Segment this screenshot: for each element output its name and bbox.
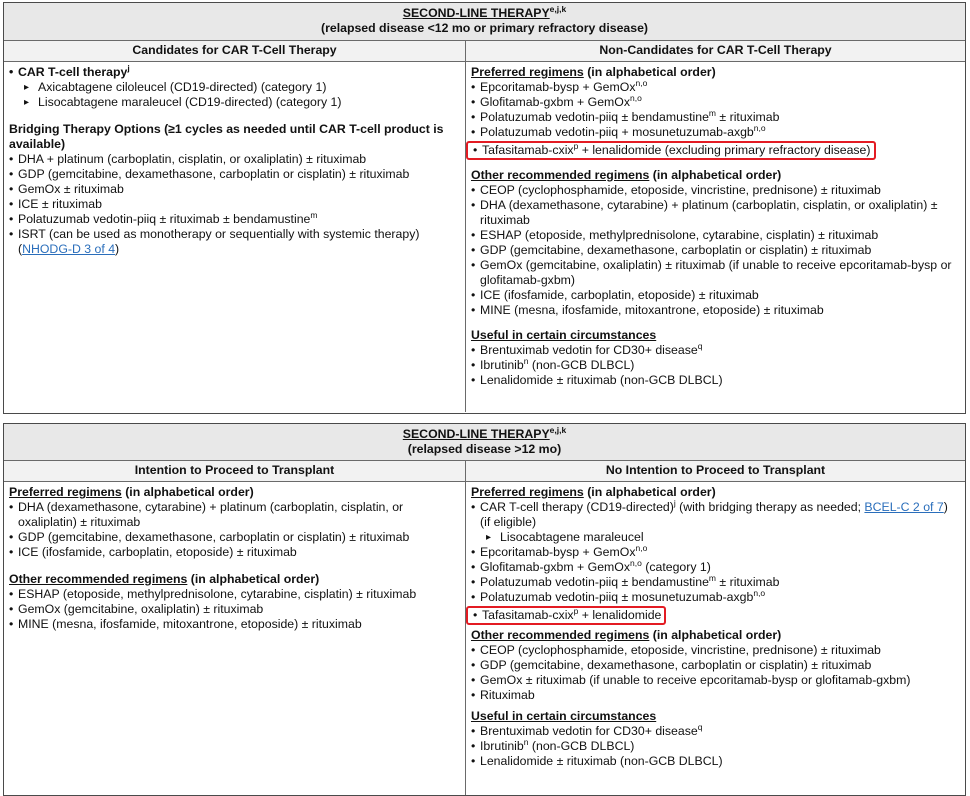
regimen-item: • GemOx (gemcitabine, oxaliplatin) ± rituximab (9, 602, 459, 617)
nhodg-d-link[interactable]: NHODG-D 3 of 4 (22, 242, 116, 256)
preferred-regimens-list (9, 500, 459, 560)
regimen-item: • Glofitamab-gxbm + GemOx$^{n,o}$ (471, 95, 959, 110)
regimen-item: • Epcoritamab-bysp + GemOx$^{n,o}$ (471, 80, 959, 95)
highlighted-regimen-item: • Tafasitamab-cxix$^p$ + lenalidomide (466, 606, 666, 625)
car-t-list (9, 62, 459, 110)
bridging-therapy-list (9, 152, 459, 257)
regimen-item: • Brentuximab vedotin for CD30+ disease$^q$ (471, 724, 959, 739)
title-footnote: e,j,k (549, 3, 567, 14)
table-title: SECOND-LINE THERAPY$^{e,j,k}$ (402, 424, 567, 441)
column-header-transplant-intended: Intention to Proceed to Transplant (4, 461, 466, 481)
car-t-subitem: ▸ Axicabtagene ciloleucel (CD19-directed) (category 1) (18, 80, 459, 95)
useful-circumstances-heading: Useful in certain circumstances (471, 328, 657, 342)
regimen-item: • Polatuzumab vedotin-piiq ± bendamustine$^m$ ± rituximab (471, 575, 959, 590)
other-regimens-list (471, 183, 959, 318)
regimen-item: • MINE (mesna, ifosfamide, mitoxantrone, etoposide) ± rituximab (471, 303, 959, 318)
regimen-item: • ICE ± rituximab (9, 197, 459, 212)
other-regimens-heading: Other recommended regimens (in alphabetical order) (471, 168, 782, 182)
regimen-item: • GemOx ± rituximab (9, 182, 459, 197)
regimen-item: • Brentuximab vedotin for CD30+ disease$^q$ (471, 343, 959, 358)
regimen-item: • Rituximab (471, 688, 959, 703)
regimen-item: • ESHAP (etoposide, methylprednisolone, cytarabine, cisplatin) ± rituximab (471, 228, 959, 243)
regimen-item: • Polatuzumab vedotin-piiq + mosunetuzumab-axgb$^{n,o}$ (471, 125, 959, 140)
other-regimens-heading: Other recommended regimens (in alphabetical order) (471, 628, 782, 642)
no-transplant-column (466, 482, 965, 795)
column-header-row (4, 41, 965, 62)
regimen-item: • ICE (ifosfamide, carboplatin, etoposide) ± rituximab (9, 545, 459, 560)
regimen-item: • GemOx (gemcitabine, oxaliplatin) ± rituximab (if unable to receive epcoritamab-bysp or glofitamab-gxbm) (471, 258, 959, 288)
car-t-candidates-column (4, 62, 466, 412)
car-t-non-candidates-column (466, 62, 965, 412)
table-subtitle: (relapsed disease <12 mo or primary refractory disease) (320, 21, 649, 35)
preferred-regimens-heading: Preferred regimens (in alphabetical order) (471, 65, 716, 79)
other-regimens-heading: Other recommended regimens (in alphabetical order) (9, 572, 320, 586)
column-header-car-t-candidates: Candidates for CAR T-Cell Therapy (4, 41, 466, 61)
column-header-no-transplant: No Intention to Proceed to Transplant (605, 463, 826, 477)
table-title-bar (4, 3, 965, 41)
regimen-item: • ESHAP (etoposide, methylprednisolone, cytarabine, cisplatin) ± rituximab (9, 587, 459, 602)
preferred-regimens-list (471, 77, 959, 160)
car-t-subitems (480, 530, 959, 545)
other-regimens-list (471, 643, 959, 703)
regimen-item: • GDP (gemcitabine, dexamethasone, carboplatin or cisplatin) ± rituximab (471, 243, 959, 258)
regimen-item: • DHA + platinum (carboplatin, cisplatin, or oxaliplatin) ± rituximab (9, 152, 459, 167)
car-t-subitem: ▸ Lisocabtagene maraleucel (CD19-directed) (category 1) (18, 95, 459, 110)
bcel-c-link[interactable]: BCEL-C 2 of 7 (864, 500, 944, 514)
second-line-therapy-table-relapsed-over-12mo (3, 423, 966, 796)
car-t-therapy-item: • CAR T-cell therapy (CD19-directed)$^j$ (with bridging therapy as needed; BCEL-C 2 of 7) (if eligible) ▸ Lisocabtagene maraleucel (471, 500, 959, 545)
regimen-item: • Epcoritamab-bysp + GemOx$^{n,o}$ (471, 545, 959, 560)
regimen-item: • GDP (gemcitabine, dexamethasone, carboplatin or cisplatin) ± rituximab (9, 530, 459, 545)
second-line-therapy-table-relapsed-under-12mo (3, 2, 966, 414)
regimen-item: • ISRT (can be used as monotherapy or sequentially with systemic therapy) (NHODG-D 3 of 4) (9, 227, 459, 257)
regimen-item: • Ibrutinib$^n$ (non-GCB DLBCL) (471, 358, 959, 373)
preferred-regimens-heading: Preferred regimens (in alphabetical order) (9, 485, 254, 499)
useful-circumstances-list (471, 721, 959, 769)
preferred-regimens-heading: Preferred regimens (in alphabetical order) (471, 485, 716, 499)
useful-circumstances-list (471, 340, 959, 388)
table-subtitle: (relapsed disease >12 mo) (407, 442, 562, 456)
title-footnote: e,j,k (549, 424, 567, 435)
car-t-subitem: ▸ Lisocabtagene maraleucel (480, 530, 959, 545)
regimen-item: • DHA (dexamethasone, cytarabine) + platinum (carboplatin, cisplatin, or oxaliplatin) ± rituximab (471, 198, 959, 228)
regimen-item: • Polatuzumab vedotin-piiq ± mosunetuzumab-axgb$^{n,o}$ (471, 590, 959, 605)
useful-circumstances-heading: Useful in certain circumstances (471, 709, 657, 723)
table-title: SECOND-LINE THERAPY$^{e,j,k}$ (402, 3, 567, 20)
regimen-item: • Polatuzumab vedotin-piiq ± rituximab ± bendamustine$^m$ (9, 212, 459, 227)
car-t-therapy-item: • CAR T-cell therapy$^j$ ▸ Axicabtagene ciloleucel (CD19-directed) (category 1) ▸ Lisocabtagene maraleucel (CD19-directed) (category 1) (9, 65, 459, 110)
regimen-item: • ICE (ifosfamide, carboplatin, etoposide) ± rituximab (471, 288, 959, 303)
column-header-row (4, 461, 965, 482)
regimen-item: • Lenalidomide ± rituximab (non-GCB DLBCL) (471, 754, 959, 769)
preferred-regimens-list (471, 497, 959, 625)
table-body (4, 482, 965, 795)
regimen-item: • Polatuzumab vedotin-piiq ± bendamustine$^m$ ± rituximab (471, 110, 959, 125)
table-body (4, 62, 965, 412)
highlighted-regimen-item: • Tafasitamab-cxix$^p$ + lenalidomide (excluding primary refractory disease) (466, 141, 876, 160)
car-t-subitems (18, 80, 459, 110)
bridging-therapy-heading: Bridging Therapy Options (≥1 cycles as needed until CAR T-cell product is available) (9, 122, 444, 151)
transplant-intended-column (4, 482, 466, 795)
regimen-item: • CEOP (cyclophosphamide, etoposide, vincristine, prednisone) ± rituximab (471, 183, 959, 198)
regimen-item: • GDP (gemcitabine, dexamethasone, carboplatin or cisplatin) ± rituximab (471, 658, 959, 673)
regimen-item: • Glofitamab-gxbm + GemOx$^{n,o}$ (category 1) (471, 560, 959, 575)
regimen-item: • MINE (mesna, ifosfamide, mitoxantrone, etoposide) ± rituximab (9, 617, 459, 632)
regimen-item: • GemOx ± rituximab (if unable to receive epcoritamab-bysp or glofitamab-gxbm) (471, 673, 959, 688)
column-header-car-t-non-candidates: Non-Candidates for CAR T-Cell Therapy (599, 43, 832, 57)
other-regimens-list (9, 587, 459, 632)
regimen-item: • Ibrutinib$^n$ (non-GCB DLBCL) (471, 739, 959, 754)
regimen-item: • GDP (gemcitabine, dexamethasone, carboplatin or cisplatin) ± rituximab (9, 167, 459, 182)
regimen-item: • Lenalidomide ± rituximab (non-GCB DLBCL) (471, 373, 959, 388)
regimen-item: • CEOP (cyclophosphamide, etoposide, vincristine, prednisone) ± rituximab (471, 643, 959, 658)
table-title-bar (4, 424, 965, 461)
regimen-item: • DHA (dexamethasone, cytarabine) + platinum (carboplatin, cisplatin, or oxaliplatin) ± rituximab (9, 500, 459, 530)
